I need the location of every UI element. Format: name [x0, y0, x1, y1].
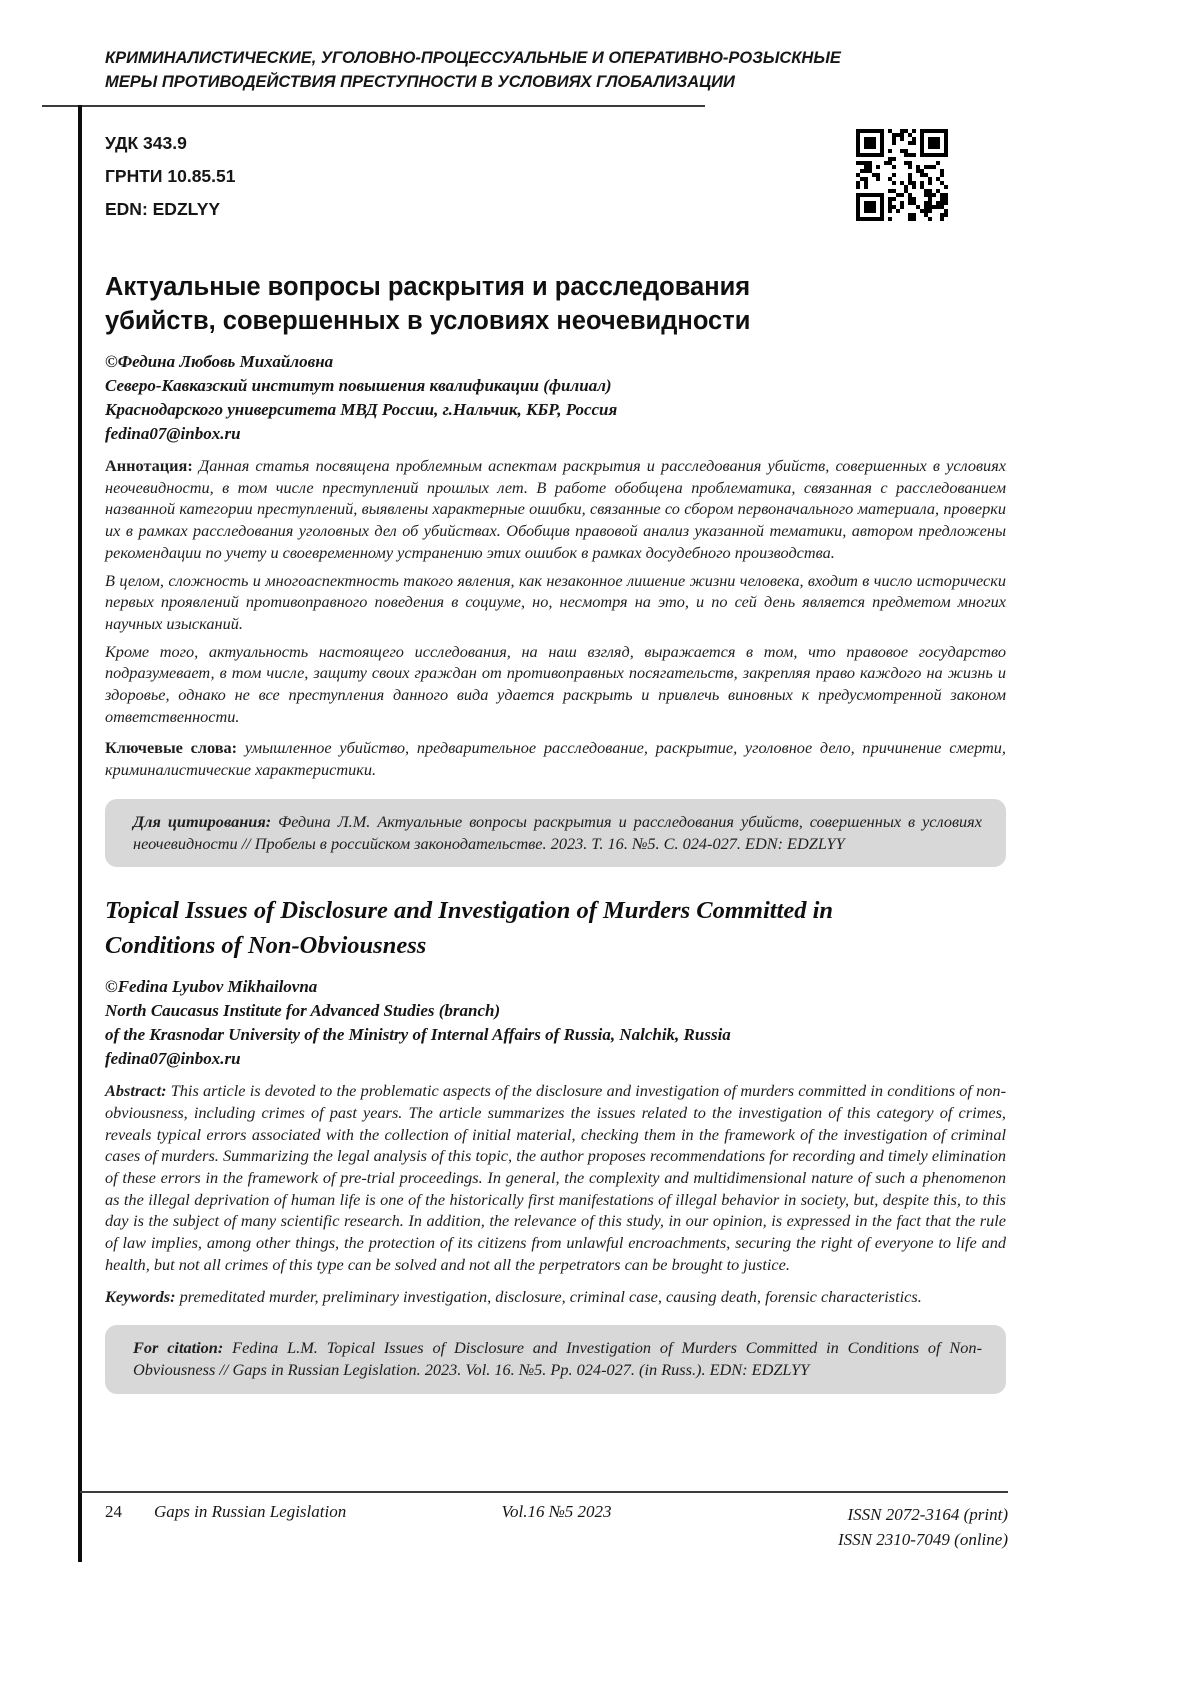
- udc-code: УДК 343.9: [105, 133, 187, 153]
- keywords-en: [105, 1286, 1006, 1308]
- citation-en-label: For citation:: [133, 1338, 224, 1358]
- author-block-en: [105, 975, 1006, 1071]
- footer-rule: [80, 1491, 1008, 1493]
- article-identifiers: [105, 127, 235, 226]
- meta-row: [105, 127, 1006, 226]
- running-head: [105, 46, 905, 94]
- abstract-ru-p1-text: Данная статья посвящена проблемным аспектам раскрытия и расследования убийств, совершенных в условиях неочевидности, в том числе преступлений прошлых лет. В работе обобщена проблематика, связанная с расследованием названной категории преступлений, выявлены характерные ошибки, связанные со сбором первоначального материала, проверки их в рамках расследования уголовных дел об убийствах. Обобщив правовой анализ указанной тематики, автором предложены рекомендации по учету и своевременному устранению этих ошибок в рамках досудебного производства.: [105, 456, 1006, 562]
- header-rule: [42, 105, 705, 107]
- affiliation-en-line2: of the Krasnodar University of the Ministry of Internal Affairs of Russia, Nalchik, Russia: [105, 1025, 731, 1045]
- citation-box-en: [105, 1325, 1006, 1393]
- keywords-ru-label: Ключевые слова:: [105, 738, 238, 758]
- keywords-ru: [105, 737, 1006, 780]
- keywords-en-text: premeditated murder, preliminary investigation, disclosure, criminal case, causing death, forensic characteristics.: [179, 1286, 922, 1306]
- abstract-ru-p2: В целом, сложность и многоаспектность такого явления, как незаконное лишение жизни человека, входит в число исторически первых проявлений противоправного поведения в социуме, но, несмотря на это, и по сей день является предметом многих научных изысканий.: [105, 570, 1006, 633]
- running-head-line1: КРИМИНАЛИСТИЧЕСКИЕ, УГОЛОВНО-ПРОЦЕССУАЛЬНЫЕ И ОПЕРАТИВНО-РОЗЫСКНЫЕ: [105, 49, 841, 67]
- abstract-ru: [105, 455, 1006, 727]
- author-block-ru: [105, 350, 1006, 446]
- article-title-ru: [105, 270, 1006, 338]
- running-head-line2: МЕРЫ ПРОТИВОДЕЙСТВИЯ ПРЕСТУПНОСТИ В УСЛОВИЯХ ГЛОБАЛИЗАЦИИ: [105, 73, 735, 91]
- abstract-ru-p1: [105, 455, 1006, 564]
- journal-name: Gaps in Russian Legislation: [154, 1502, 347, 1521]
- keywords-ru-text: умышленное убийство, предварительное расследование, раскрытие, уголовное дело, причинение смерти, криминалистические характеристики.: [105, 738, 1006, 780]
- abstract-en: [105, 1080, 1006, 1275]
- qr-code: [856, 129, 948, 221]
- edn-code: EDN: EDZLYY: [105, 199, 221, 219]
- article-title-en: [105, 893, 1006, 963]
- author-email-en: fedina07@inbox.ru: [105, 1049, 241, 1069]
- author-email-ru: fedina07@inbox.ru: [105, 424, 241, 443]
- grnti-code: ГРНТИ 10.85.51: [105, 166, 236, 186]
- affiliation-ru-line2: Краснодарского университета МВД России, г.Нальчик, КБР, Россия: [105, 400, 618, 419]
- issn-print: ISSN 2072-3164 (print): [847, 1505, 1008, 1524]
- page-footer: [105, 1502, 1008, 1552]
- article-title-ru-line1: Актуальные вопросы раскрытия и расследования: [105, 273, 751, 301]
- affiliation-en-line1: North Caucasus Institute for Advanced Studies (branch): [105, 1001, 501, 1021]
- abstract-en-p1-text: This article is devoted to the problematic aspects of the disclosure and investigation of murders committed in conditions of non-obviousness, including crimes of past years. The article summarizes the issues related to the investigation of this category of crimes, reveals typical errors associated with the collection of initial material, checking them in the framework of the investigation of criminal cases of murders. Summarizing the legal analysis of this topic, the author proposes recommendations for recording and timely elimination of these errors in the framework of pre-trial proceedings. In general, the complexity and multidimensional nature of such a phenomenon as the illegal deprivation of human life is one of the historically first manifestations of illegal behavior in society, but, despite this, to this day is the subject of many scientific research. In addition, the relevance of this study, in our opinion, is expressed in the fact that the rule of law implies, among other things, the protection of its citizens from unlawful encroachments, securing the right of everyone to life and health, but not all crimes of this type can be solved and not all the perpetrators can be brought to justice.: [105, 1081, 1006, 1274]
- citation-box-ru: [105, 799, 1006, 867]
- citation-ru-label: Для цитирования:: [133, 811, 272, 831]
- citation-ru-text: Федина Л.М. Актуальные вопросы раскрытия и расследования убийств, совершенных в условиях неочевидности // Пробелы в российском законодательстве. 2023. Т. 16. №5. С. 024-027. EDN: EDZLYY: [133, 811, 982, 853]
- author-name-en: ©Fedina Lyubov Mikhailovna: [105, 977, 318, 997]
- article-title-ru-line2: убийств, совершенных в условиях неочевидности: [105, 307, 751, 335]
- article-title-en-line2: Conditions of Non-Obviousness: [105, 932, 427, 960]
- footer-volume: Vol.16 №5 2023: [501, 1502, 612, 1521]
- article-content: [105, 127, 1006, 1394]
- issn-online: ISSN 2310-7049 (online): [838, 1530, 1008, 1549]
- abstract-ru-label: Аннотация:: [105, 456, 193, 475]
- page-number: 24: [105, 1502, 122, 1521]
- abstract-en-p1: [105, 1080, 1006, 1275]
- abstract-en-label: Abstract:: [105, 1081, 167, 1101]
- abstract-ru-p3: Кроме того, актуальность настоящего исследования, на наш взгляд, выражается в том, что правовое государство подразумевает, в том числе, защиту своих граждан от противоправных посягательств, закрепляя право каждого на жизнь и здоровье, однако не все преступления данного вида удается раскрыть и привлечь виновных к предусмотренной законом ответственности.: [105, 641, 1006, 726]
- citation-en-text: Fedina L.M. Topical Issues of Disclosure and Investigation of Murders Committed in Conditions of Non-Obviousness // Gaps in Russian Legislation. 2023. Vol. 16. №5. Pp. 024-027. (in Russ.). EDN: EDZLYY: [133, 1338, 982, 1379]
- left-margin-bar: [78, 105, 82, 1562]
- author-name-ru: ©Федина Любовь Михайловна: [105, 352, 334, 371]
- article-title-en-line1: Topical Issues of Disclosure and Investigation of Murders Committed in: [105, 897, 834, 925]
- footer-left: [105, 1502, 406, 1522]
- keywords-en-label: Keywords:: [105, 1286, 176, 1306]
- affiliation-ru-line1: Северо-Кавказский институт повышения квалификации (филиал): [105, 376, 612, 395]
- footer-issn: [707, 1502, 1008, 1552]
